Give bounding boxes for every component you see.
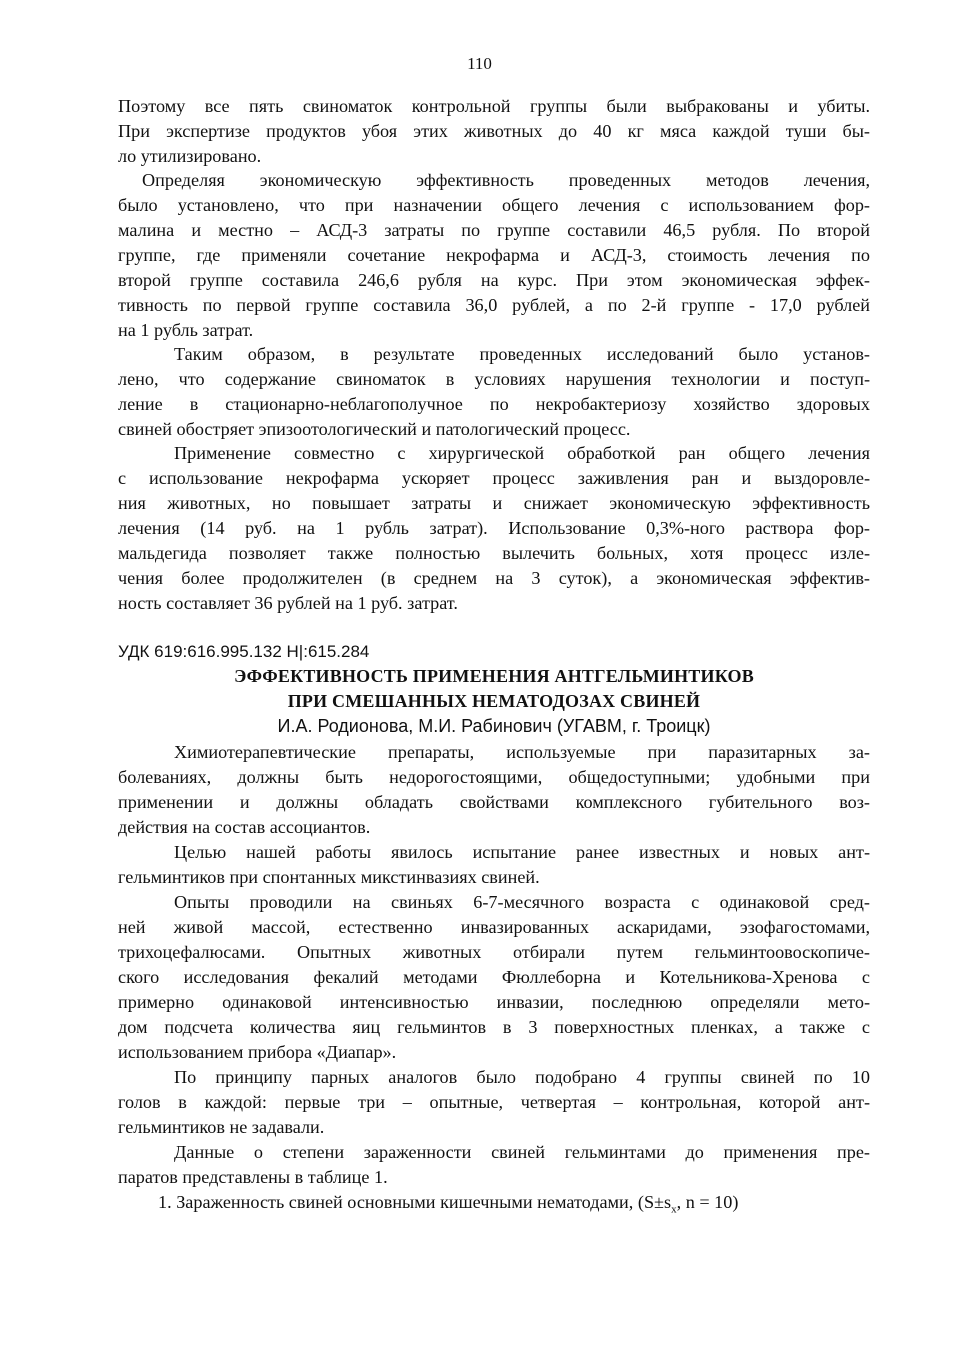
text-line: ского исследования фекалий методами Фюллеборна и Котельникова-Хренова с bbox=[118, 967, 870, 987]
text-line: Целью нашей работы явилось испытание ранее известных и новых ант- bbox=[174, 842, 870, 862]
text-line: использованием прибора «Диапар». bbox=[118, 1042, 397, 1062]
text-line: с использование некрофарма ускоряет процесс заживления ран и выздоровле- bbox=[118, 468, 870, 488]
paragraph-8 bbox=[118, 1065, 870, 1140]
text-line: Данные о степени зараженности свиней гельминтами до применения пре- bbox=[174, 1142, 870, 1162]
text-line: второй группе составила 246,6 рубля на курс. При этом экономическая эффек- bbox=[118, 270, 870, 290]
paragraph-5 bbox=[118, 740, 870, 840]
udk-code: УДК 619:616.995.132 Н|:615.284 bbox=[118, 642, 370, 661]
text-line: гельминтиков при спонтанных микстинвазиях свиней. bbox=[118, 867, 540, 887]
text-line: ния животных, но повышает затраты и снижает экономическую эффективность bbox=[118, 493, 870, 513]
text-line: применении и должны обладать свойствами комплексного губительного воз- bbox=[118, 792, 870, 812]
text-line: группе, где применяли сочетание некрофарма и АСД-3, стоимость лечения по bbox=[118, 245, 870, 265]
text-line: мальдегида позволяет также полностью вылечить больных, хотя процесс изле- bbox=[118, 543, 870, 563]
caption-suffix: , n = 10) bbox=[676, 1192, 739, 1212]
text-line: При экспертизе продуктов убоя этих животных до 40 кг мяса каждой туши бы- bbox=[118, 121, 870, 141]
text-line: Таким образом, в результате проведенных исследований было установ- bbox=[174, 344, 870, 364]
text-line: дом подсчета количества яиц гельминтов в 3 поверхностных пленках, а также с bbox=[118, 1017, 870, 1037]
caption-prefix: 1. Зараженность свиней основными кишечными нематодами, (S±s bbox=[158, 1192, 672, 1212]
text-line: чения более продолжителен (в среднем на 3 суток), а экономическая эффектив- bbox=[118, 568, 870, 588]
paragraph-2 bbox=[118, 168, 870, 343]
text-line: Опыты проводили на свиньях 6-7-месячного возраста с одинаковой сред- bbox=[174, 892, 870, 912]
text-line: Химиотерапевтические препараты, используемые при паразитарных за- bbox=[174, 742, 870, 762]
article-authors: И.А. Родионова, М.И. Рабинович (УГАВМ, г. Троицк) bbox=[277, 716, 711, 736]
paragraph-6 bbox=[118, 840, 870, 890]
article-title-line: ПРИ СМЕШАННЫХ НЕМАТОДОЗАХ СВИНЕЙ bbox=[287, 691, 701, 711]
text-line: лено, что содержание свиноматок в условиях нарушения технологии и поступ- bbox=[118, 369, 870, 389]
table-caption-text bbox=[118, 1190, 870, 1215]
text-line: было установлено, что при назначении общего лечения с использованием фор- bbox=[118, 195, 870, 215]
text-line: ность составляет 36 рублей на 1 руб. затрат. bbox=[118, 593, 458, 613]
text-line: болеваниях, должны быть недорогостоящими, общедоступными; удобными при bbox=[118, 767, 870, 787]
text-line: ней живой массой, естественно инвазированных аскаридами, эзофагостомами, bbox=[118, 917, 870, 937]
caption-subscript: x bbox=[671, 1203, 677, 1215]
text-line: действия на состав ассоциантов. bbox=[118, 817, 371, 837]
text-line: трихоцефалюсами. Опытных животных отбирали путем гельминтоовоскопиче- bbox=[118, 942, 870, 962]
text-line: голов в каждой: первые три – опытные, четвертая – контрольная, которой ант- bbox=[118, 1092, 870, 1112]
text-line: гельминтиков не задавали. bbox=[118, 1117, 325, 1137]
page-number: 110 bbox=[467, 54, 492, 73]
text-line: Определяя экономическую эффективность проведенных методов лечения, bbox=[142, 170, 870, 190]
text-line: паратов представлены в таблице 1. bbox=[118, 1167, 388, 1187]
text-line: тивность по первой группе составила 36,0 рублей, а по 2-й группе - 17,0 рублей bbox=[118, 295, 870, 315]
text-line: лечения (14 руб. на 1 рубль затрат). Использование 0,3%-ного раствора фор- bbox=[118, 518, 870, 538]
text-line: примерно одинаковой интенсивностью инвазии, последнюю определяли мето- bbox=[118, 992, 870, 1012]
text-line: Поэтому все пять свиноматок контрольной группы были выбракованы и убиты. bbox=[118, 96, 870, 116]
table-caption bbox=[118, 1190, 870, 1215]
paragraph-1 bbox=[118, 94, 870, 169]
article-header bbox=[118, 639, 870, 739]
text-line: ление в стационарно-неблагополучное по некробактериозу хозяйство здоровых bbox=[118, 394, 870, 414]
paragraph-4 bbox=[118, 441, 870, 616]
text-line: свиней обостряет эпизоотологический и патологический процесс. bbox=[118, 419, 631, 439]
text-line: на 1 рубль затрат. bbox=[118, 320, 254, 340]
text-line: ло утилизировано. bbox=[118, 146, 262, 166]
paragraph-7 bbox=[118, 890, 870, 1065]
text-line: малина и местно – АСД-3 затраты по группе составили 46,5 рубля. По второй bbox=[118, 220, 870, 240]
text-line: Применение совместно с хирургической обработкой ран общего лечения bbox=[174, 443, 870, 463]
paragraph-3 bbox=[118, 342, 870, 442]
text-line: По принципу парных аналогов было подобрано 4 группы свиней по 10 bbox=[174, 1067, 870, 1087]
article-title-line: ЭФФЕКТИВНОСТЬ ПРИМЕНЕНИЯ АНТГЕЛЬМИНТИКОВ bbox=[234, 666, 754, 686]
paragraph-9 bbox=[118, 1140, 870, 1190]
